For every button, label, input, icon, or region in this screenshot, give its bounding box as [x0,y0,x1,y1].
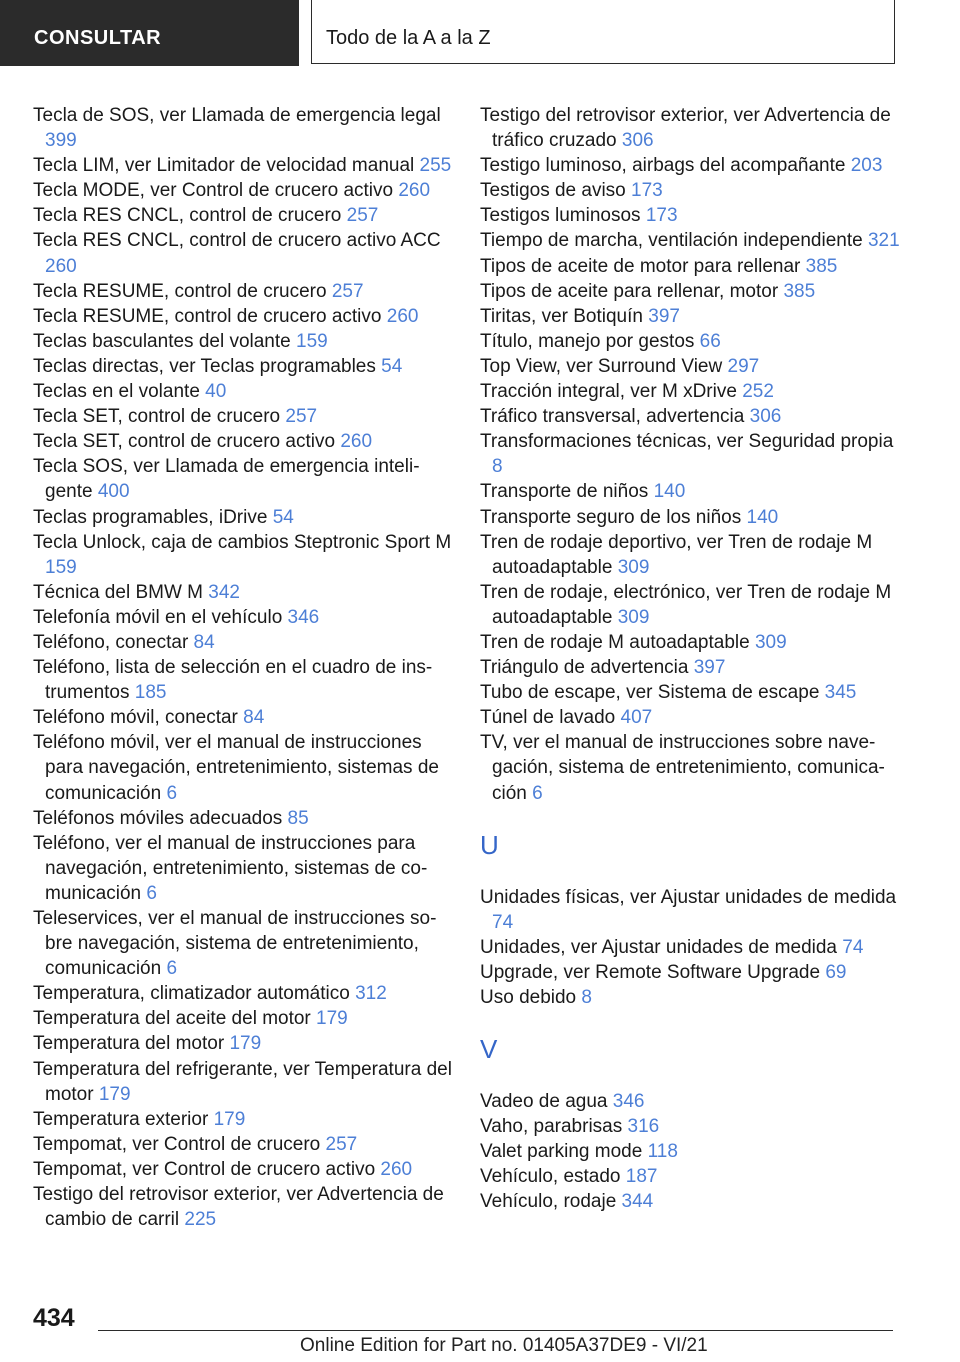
index-entry-text: Tecla LIM, ver Limitador de velocidad manual [33,155,415,177]
index-page-link[interactable]: 346 [612,1091,645,1113]
index-entry [480,479,900,504]
index-entry [33,580,453,605]
index-page-link[interactable]: 179 [229,1033,262,1055]
index-page-link[interactable]: 6 [166,958,178,980]
index-page-link[interactable]: 260 [398,180,431,202]
index-entry [33,1057,453,1107]
index-entry [480,705,900,730]
index-entry-text: Testigo del retrovisor exterior, ver Advertencia de cambio de carril [33,1184,444,1231]
index-page-link[interactable]: 260 [380,1158,413,1180]
index-entry [33,831,453,906]
chapter-title: Todo de la A a la Z [311,0,895,64]
section-tab: CONSULTAR [0,0,299,66]
index-entry [480,379,900,404]
index-entry-text: Teclas directas, ver Teclas programables [33,355,376,377]
index-column-right [480,103,900,1215]
index-entry [480,354,900,379]
index-page-link[interactable]: 187 [625,1166,658,1188]
index-page-link[interactable]: 385 [805,255,838,277]
index-page-link[interactable]: 6 [532,782,543,804]
index-page-link[interactable]: 345 [824,682,857,704]
letter-heading-v: V [480,1034,498,1065]
index-entry [480,329,900,354]
index-entry-text: Teléfonos móviles adecuados [33,807,283,829]
letter-heading-u: U [480,829,499,860]
index-entry [33,1006,453,1031]
index-entry [33,806,453,831]
index-page-link[interactable]: 260 [340,431,373,453]
index-page-link[interactable]: 385 [783,280,816,302]
index-page-link[interactable]: 257 [285,406,318,428]
index-entry-text: Unidades, ver Ajustar unidades de medida [480,936,838,958]
index-entry [480,1089,900,1114]
index-entry [480,1164,900,1189]
index-entry-text: Triángulo de advertencia [480,657,689,679]
index-entry [480,680,900,705]
index-entry-text: Vadeo de agua [480,1091,608,1113]
index-entry-text: Tiritas, ver Botiquín [480,305,643,327]
index-entry-text: Tren de rodaje M autoadaptable [480,631,750,653]
index-page-link[interactable]: 159 [45,556,77,578]
index-entry-text: Teléfono, ver el manual de instrucciones para navegación, entretenimiento, sistemas de comunicación [33,832,428,904]
index-entry-text: Teléfono móvil, ver el manual de instrucciones para navegación, entretenimiento, sistemas de comunicación [33,732,439,804]
index-entry [33,1031,453,1056]
index-page-link[interactable]: 140 [653,481,686,503]
index-page-link[interactable]: 346 [287,606,320,628]
index-page-link[interactable]: 309 [617,606,650,628]
page-number: 434 [33,1304,75,1332]
index-entry-text: Tecla RES CNCL, control de crucero activo ACC [33,230,441,252]
index-entry [33,1157,453,1182]
index-page-link[interactable]: 203 [850,155,883,177]
index-page-link[interactable]: 179 [316,1008,348,1030]
index-entry-text: Tracción integral, ver M xDrive [480,381,737,403]
index-entry [33,454,453,504]
index-entry-text: Tipos de aceite para rellenar, motor [480,280,779,302]
index-entry [33,530,453,580]
index-entry-text: Tubo de escape, ver Sistema de escape [480,682,820,704]
index-page-link[interactable]: 69 [825,961,847,983]
index-entry-text: Temperatura del motor [33,1033,225,1055]
index-entry [33,655,453,705]
index-entry [480,254,900,279]
index-page-link[interactable]: 84 [243,707,265,729]
index-entry-text: Telefonía móvil en el vehículo [33,606,283,628]
index-entry-text: Teléfono, conectar [33,631,189,653]
index-entry-text: Transporte seguro de los niños [480,506,742,528]
index-entry [33,1182,453,1232]
index-page-link[interactable]: 257 [325,1133,358,1155]
index-page-link[interactable]: 342 [208,581,240,603]
index-entry-text: Tecla SET, control de crucero [33,406,281,428]
index-entry-text: Testigos de aviso [480,180,626,202]
index-entry [480,1139,900,1164]
index-page-link[interactable]: 260 [386,305,419,327]
index-entry-text: Testigo luminoso, airbags del acompañante [480,155,846,177]
index-entry-text: Valet parking mode [480,1141,643,1163]
index-entry-text: Tren de rodaje deportivo, ver Tren de rodaje M autoadaptable [480,531,873,578]
index-page-link[interactable]: 397 [648,305,680,327]
index-entry-text: Teleservices, ver el manual de instrucciones sobre navegación, sistema de entretenimiento, comunicación [33,908,437,980]
index-entry-text: Vaho, parabrisas [480,1116,623,1138]
index-entry-text: Túnel de lavado [480,707,616,729]
index-entry [33,429,453,454]
index-entry-text: Transformaciones técnicas, ver Seguridad propia [480,431,894,453]
index-page-link[interactable]: 6 [146,882,157,904]
index-entry-text: Tecla RESUME, control de crucero [33,280,327,302]
index-page-link[interactable]: 260 [45,255,77,277]
index-entry-text: Uso debido [480,987,577,1008]
index-entry [480,580,900,630]
index-entry-text: Testigos luminosos [480,205,641,227]
index-page-link[interactable]: 257 [346,205,379,227]
index-entry [480,530,900,580]
index-entry [33,630,453,655]
index-page-link[interactable]: 297 [727,355,760,377]
index-entry-text: Vehículo, estado [480,1166,621,1188]
index-page-link[interactable]: 306 [749,406,782,428]
index-list-v [480,1089,900,1214]
index-entry-text: Temperatura, climatizador automático [33,983,350,1005]
index-page-link[interactable]: 179 [98,1083,131,1105]
index-page-link[interactable]: 74 [492,911,514,933]
index-list-t-right [480,103,900,806]
index-entry [480,1114,900,1139]
index-entry [480,935,900,960]
index-entry-text: Teclas en el volante [33,381,200,403]
index-entry-text: Tecla SET, control de crucero activo [33,431,336,453]
index-page-link[interactable]: 159 [296,330,328,352]
index-entry [33,505,453,530]
index-page-link[interactable]: 312 [355,983,387,1005]
index-entry-text: Vehículo, rodaje [480,1191,617,1213]
index-entry [33,354,453,379]
index-entry-text: Temperatura exterior [33,1108,209,1130]
index-entry-text: Tecla RESUME, control de crucero activo [33,305,382,327]
index-entry [33,730,453,805]
index-page-link[interactable]: 140 [746,506,779,528]
index-entry [33,228,453,278]
index-entry [480,885,900,935]
index-entry [480,630,900,655]
index-entry-text: Tren de rodaje, electrónico, ver Tren de rodaje M autoadaptable [480,581,892,628]
index-page-link[interactable]: 74 [842,936,864,958]
index-page-link[interactable]: 407 [620,707,653,729]
index-entry-text: Tecla de SOS, ver Llamada de emergencia legal [33,105,441,126]
index-entry-text: Transporte de niños [480,481,649,503]
index-page-link[interactable]: 173 [645,205,678,227]
index-entry-text: TV, ver el manual de instrucciones sobre navegación, sistema de entretenimiento, comunicación [480,732,885,804]
index-entry-text: Upgrade, ver Remote Software Upgrade [480,961,821,983]
index-entry [480,960,900,985]
index-entry-text: Temperatura del aceite del motor [33,1008,311,1030]
index-entry-text: Teléfono móvil, conectar [33,707,238,729]
index-entry-text: Tipos de aceite de motor para rellenar [480,255,801,277]
index-page-link[interactable]: 8 [492,456,503,478]
index-entry [480,730,900,805]
index-entry [33,279,453,304]
index-page-link[interactable]: 85 [287,807,309,829]
index-entry-text: Teléfono, lista de selección en el cuadro de instrumentos [33,657,433,704]
index-page-link[interactable]: 8 [581,987,592,1008]
index-entry [480,178,900,203]
index-entry-text: Tiempo de marcha, ventilación independiente [480,230,863,252]
index-entry [33,705,453,730]
index-entry [33,1132,453,1157]
index-entry [33,103,453,153]
index-entry-text: Tecla MODE, ver Control de crucero activo [33,180,394,202]
index-entry [33,203,453,228]
index-page-link[interactable]: 309 [617,556,650,578]
index-entry [480,279,900,304]
index-entry-text: Unidades físicas, ver Ajustar unidades de medida [480,886,897,908]
index-entry [33,178,453,203]
index-entry [33,329,453,354]
index-page-link[interactable]: 309 [754,631,787,653]
index-entry-text: Tráfico transversal, advertencia [480,406,745,428]
index-entry [480,985,900,1010]
index-entry-text: Tecla RES CNCL, control de crucero [33,205,342,227]
index-entry-text: Teclas basculantes del volante [33,330,291,352]
index-entry [33,379,453,404]
index-page-link[interactable]: 306 [621,130,654,152]
index-page-link[interactable]: 344 [621,1191,654,1213]
index-entry-text: Top View, ver Surround View [480,355,723,377]
index-page-link[interactable]: 185 [134,682,167,704]
index-entry [480,203,900,228]
index-entry [33,153,453,178]
index-page-link[interactable]: 225 [184,1209,217,1231]
index-page-link[interactable]: 6 [166,782,178,804]
index-entry [480,655,900,680]
index-page-link[interactable]: 255 [419,155,452,177]
index-page-link[interactable]: 84 [193,631,215,653]
index-entry [33,906,453,981]
index-page-link[interactable]: 54 [272,506,294,528]
index-page-link[interactable]: 400 [97,481,130,503]
index-page-link[interactable]: 54 [381,355,403,377]
index-entry-text: Título, manejo por gestos [480,330,695,352]
index-list-t-left [33,103,453,1232]
index-entry [480,404,900,429]
index-entry-text: Testigo del retrovisor exterior, ver Advertencia de tráfico cruzado [480,105,891,152]
index-entry [480,505,900,530]
index-entry [480,429,900,479]
footer-edition-text: Online Edition for Part no. 01405A37DE9 - VI/21 [300,1335,708,1356]
index-entry [33,404,453,429]
index-entry-text: Tecla Unlock, caja de cambios Steptronic Sport M [33,531,452,553]
footer-rule [98,1330,893,1331]
index-list-u [480,885,900,1010]
index-page-link[interactable]: 257 [331,280,364,302]
index-page-link[interactable]: 118 [647,1141,678,1163]
index-entry [33,981,453,1006]
index-entry-text: Tempomat, ver Control de crucero activo [33,1158,376,1180]
index-entry [480,153,900,178]
index-entry [33,1107,453,1132]
index-page-link[interactable]: 397 [693,657,726,679]
index-page-link[interactable]: 66 [699,330,721,352]
index-entry-text: Tecla SOS, ver Llamada de emergencia inteligente [33,456,420,503]
index-page-link[interactable]: 321 [867,230,900,252]
index-page-link[interactable]: 179 [213,1108,246,1130]
index-page-link[interactable]: 173 [631,180,663,202]
index-page-link[interactable]: 316 [627,1116,660,1138]
page-header [0,0,960,66]
index-entry-text: Teclas programables, iDrive [33,506,268,528]
index-column-left [33,103,453,1232]
index-entry-text: Técnica del BMW M [33,581,203,603]
index-page-link[interactable]: 252 [742,381,774,403]
index-page-link[interactable]: 399 [45,130,77,152]
index-entry [480,1189,900,1214]
index-entry [480,228,900,253]
index-entry [480,304,900,329]
index-entry-text: Temperatura del refrigerante, ver Temperatura del motor [33,1058,452,1105]
index-page-link[interactable]: 40 [205,381,227,403]
index-entry [33,304,453,329]
index-entry [480,103,900,153]
index-entry [33,605,453,630]
index-entry-text: Tempomat, ver Control de crucero [33,1133,321,1155]
